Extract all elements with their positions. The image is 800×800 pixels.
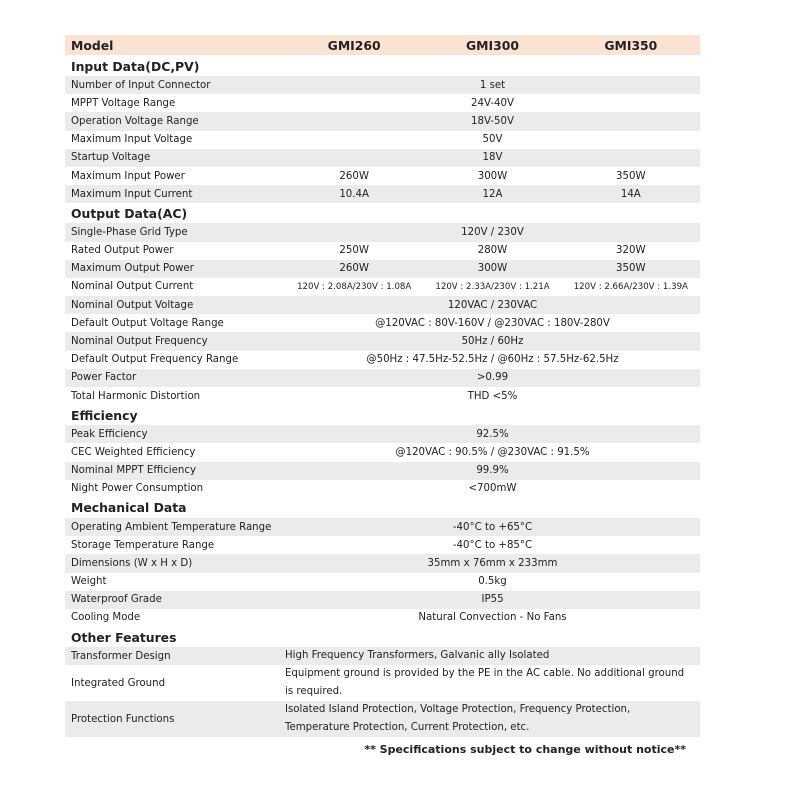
spec-value: <700mW xyxy=(468,483,517,495)
model-gmi300: GMI300 xyxy=(466,37,519,53)
feature-label: Protection Functions xyxy=(71,713,175,725)
spec-value-2: 12A xyxy=(482,188,503,200)
spec-value: 50V xyxy=(482,134,503,146)
feature-row xyxy=(65,665,700,701)
spec-label: CEC Weighted Efficiency xyxy=(71,446,196,458)
spec-label: Operation Voltage Range xyxy=(71,115,199,127)
spec-label: Power Factor xyxy=(71,372,137,384)
spec-label: Waterproof Grade xyxy=(71,594,162,606)
spec-value-3: 350W xyxy=(616,170,646,182)
feature-line: Temperature Protection, Current Protection, etc. xyxy=(285,722,530,734)
spec-row xyxy=(65,112,700,130)
spec-row xyxy=(65,167,700,185)
spec-label: Peak Efficiency xyxy=(71,428,148,440)
spec-row xyxy=(65,462,700,480)
spec-value-3: 120V : 2.66A/230V : 1.39A xyxy=(573,281,688,292)
spec-label: Weight xyxy=(71,576,107,588)
spec-row xyxy=(65,278,700,296)
spec-label: Startup Voltage xyxy=(71,152,151,164)
spec-value: IP55 xyxy=(481,594,504,606)
spec-value: 18V xyxy=(482,152,503,164)
spec-value: Natural Convection - No Fans xyxy=(418,612,567,624)
other-features-section xyxy=(65,627,700,737)
spec-value-3: 350W xyxy=(616,263,646,275)
spec-value: 1 set xyxy=(479,79,506,91)
feature-label: Transformer Design xyxy=(71,650,171,662)
spec-row xyxy=(65,185,700,203)
spec-value-2: 280W xyxy=(477,245,508,257)
spec-row xyxy=(65,443,700,461)
section-title: Mechanical Data xyxy=(71,500,187,516)
spec-values xyxy=(285,263,700,274)
spec-label: Cooling Mode xyxy=(71,612,141,624)
spec-row xyxy=(65,573,700,591)
spec-row xyxy=(65,536,700,554)
spec-label: Single-Phase Grid Type xyxy=(71,226,188,238)
spec-value: @120VAC : 90.5% / @230VAC : 91.5% xyxy=(395,446,590,458)
spec-row xyxy=(65,425,700,443)
model-gmi260: GMI260 xyxy=(327,37,381,53)
spec-value: @120VAC : 80V-160V / @230VAC : 180V-280V xyxy=(375,317,610,329)
model-header-row xyxy=(65,35,700,55)
model-names xyxy=(285,38,700,53)
spec-row xyxy=(65,387,700,405)
spec-label: Number of Input Connector xyxy=(71,79,211,91)
feature-line: High Frequency Transformers, Galvanic ally Isolated xyxy=(285,650,550,662)
spec-label: Default Output Voltage Range xyxy=(71,317,224,329)
spec-label: Maximum Output Power xyxy=(71,263,194,275)
spec-sections xyxy=(65,56,700,627)
spec-value: THD <5% xyxy=(467,390,518,402)
spec-row xyxy=(65,351,700,369)
spec-value-1: 120V : 2.08A/230V : 1.08A xyxy=(297,281,412,292)
spec-value: >0.99 xyxy=(476,372,509,384)
spec-values xyxy=(285,171,700,182)
spec-row xyxy=(65,314,700,332)
spec-values xyxy=(285,282,700,292)
spec-row xyxy=(65,609,700,627)
spec-value-1: 250W xyxy=(339,245,369,257)
spec-value: 0.5kg xyxy=(478,576,507,588)
spec-label: Total Harmonic Distortion xyxy=(71,390,201,402)
spec-value-3: 320W xyxy=(616,245,646,257)
spec-label: Rated Output Power xyxy=(71,245,174,257)
spec-row xyxy=(65,76,700,94)
feature-label: Integrated Ground xyxy=(71,677,166,689)
section-title: Input Data(DC,PV) xyxy=(71,58,200,74)
feature-description xyxy=(285,701,700,737)
spec-value-2: 300W xyxy=(477,263,508,275)
spec-value: -40°C to +65°C xyxy=(452,521,533,533)
spec-row xyxy=(65,591,700,609)
spec-value: 120VAC / 230VAC xyxy=(447,299,538,311)
feature-description xyxy=(285,665,700,701)
spec-label: Nominal Output Frequency xyxy=(71,336,208,348)
feature-line: Equipment ground is provided by the PE in the AC cable. No additional ground xyxy=(285,668,685,680)
section-title: Efficiency xyxy=(71,407,138,423)
spec-label: Operating Ambient Temperature Range xyxy=(71,521,272,533)
spec-row xyxy=(65,149,700,167)
spec-label: Maximum Input Voltage xyxy=(71,134,193,146)
spec-label: Storage Temperature Range xyxy=(71,539,215,551)
model-label: Model xyxy=(71,37,114,53)
feature-row xyxy=(65,647,700,665)
spec-value-2: 300W xyxy=(477,170,508,182)
model-gmi350: GMI350 xyxy=(604,37,658,53)
feature-row xyxy=(65,701,700,737)
spec-label: Nominal MPPT Efficiency xyxy=(71,465,196,477)
spec-value: 50Hz / 60Hz xyxy=(461,336,524,348)
spec-row xyxy=(65,332,700,350)
spec-value: 99.9% xyxy=(476,465,509,477)
spec-row xyxy=(65,242,700,260)
feature-line: is required. xyxy=(285,686,343,698)
spec-value: 120V / 230V xyxy=(461,226,524,238)
spec-row xyxy=(65,94,700,112)
spec-value-1: 260W xyxy=(339,263,369,275)
spec-label: Maximum Input Power xyxy=(71,170,185,182)
spec-label: Maximum Input Current xyxy=(71,188,193,200)
spec-value: -40°C to +85°C xyxy=(452,539,533,551)
spec-value: 92.5% xyxy=(476,428,509,440)
spec-label: Default Output Frequency Range xyxy=(71,354,239,366)
spec-row xyxy=(65,131,700,149)
feature-line: Isolated Island Protection, Voltage Protection, Frequency Protection, xyxy=(285,704,631,716)
feature-description xyxy=(285,647,700,665)
spec-row xyxy=(65,554,700,572)
spec-label: Night Power Consumption xyxy=(71,483,204,495)
spec-sheet xyxy=(65,35,700,756)
spec-value: 35mm x 76mm x 233mm xyxy=(427,557,558,569)
spec-values xyxy=(285,189,700,200)
section-title: Output Data(AC) xyxy=(71,205,188,221)
spec-row xyxy=(65,518,700,536)
spec-label: MPPT Voltage Range xyxy=(71,97,176,109)
spec-value-1: 10.4A xyxy=(339,188,369,200)
spec-row xyxy=(65,223,700,241)
spec-values xyxy=(285,245,700,256)
section-title: Other Features xyxy=(71,629,177,645)
spec-label: Nominal Output Voltage xyxy=(71,299,194,311)
spec-row xyxy=(65,260,700,278)
spec-value: 18V-50V xyxy=(471,115,514,127)
spec-value-3: 14A xyxy=(620,188,641,200)
spec-value: @50Hz : 47.5Hz-52.5Hz / @60Hz : 57.5Hz-62.5Hz xyxy=(366,354,619,366)
spec-row xyxy=(65,296,700,314)
spec-label: Nominal Output Current xyxy=(71,281,194,293)
spec-row xyxy=(65,369,700,387)
spec-row xyxy=(65,480,700,498)
spec-label: Dimensions (W x H x D) xyxy=(71,557,193,569)
footnote: ** Specifications subject to change without notice** xyxy=(364,743,686,757)
spec-value-2: 120V : 2.33A/230V : 1.21A xyxy=(435,281,550,292)
spec-value-1: 260W xyxy=(339,170,369,182)
spec-value: 24V-40V xyxy=(471,97,514,109)
